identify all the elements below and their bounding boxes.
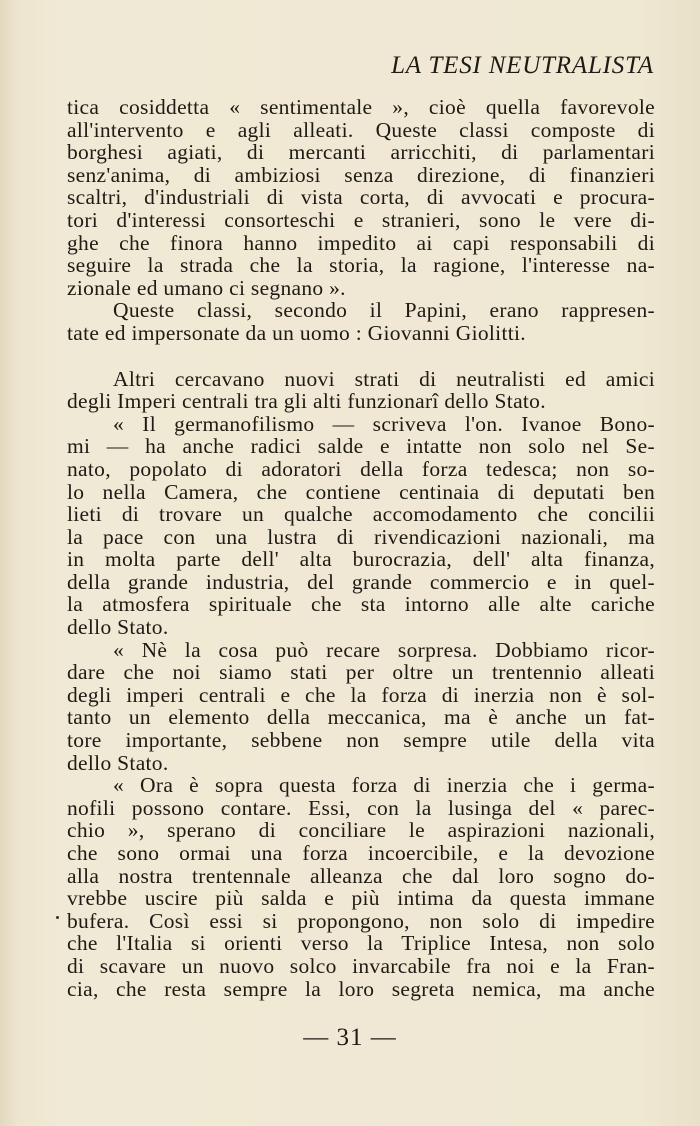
text-line: dare che noi siamo stati per oltre un trentennio alleati — [67, 660, 655, 685]
text-line: degli imperi centrali e che la forza di inerzia non è sol- — [67, 682, 655, 707]
text-line: dello Stato. — [67, 615, 169, 640]
paragraph — [67, 368, 655, 413]
text-line: « Nè la cosa può recare sorpresa. Dobbiamo ricor- — [113, 637, 655, 662]
paragraph — [67, 774, 655, 1000]
paragraph — [67, 639, 655, 775]
text-line: all'intervento e agli alleati. Queste classi composte di — [67, 117, 655, 142]
text-line: lo nella Camera, che contiene centinaia di deputati ben — [67, 479, 655, 504]
text-line: « Il germanofilismo — scriveva l'on. Ivanoe Bono- — [113, 411, 655, 436]
text-line: ghe che finora hanno impedito ai capi responsabili di — [67, 230, 655, 255]
text-line: nofili possono contare. Essi, con la lusinga del « parec- — [67, 795, 655, 820]
text-line: vrebbe uscire più salda e più intima da questa immane — [67, 886, 655, 911]
text-line: alla nostra trentennale alleanza che dal loro sogno do- — [67, 863, 655, 888]
text-line: tanto un elemento della meccanica, ma è anche un fat- — [67, 705, 655, 730]
paragraph-gap — [67, 345, 655, 368]
text-line: della grande industria, del grande commercio e in quel- — [67, 569, 655, 594]
text-line: Altri cercavano nuovi strati di neutralisti ed amici — [113, 366, 655, 391]
margin-mark — [56, 916, 59, 919]
body-text — [67, 96, 655, 1000]
text-line: zionale ed umano ci segnano ». — [67, 275, 346, 300]
text-line: di scavare un nuovo solco invarcabile fra noi e la Fran- — [67, 953, 655, 978]
text-line: seguire la strada che la storia, la ragione, l'interesse na- — [67, 253, 655, 278]
text-line: tica cosiddetta « sentimentale », cioè quella favorevole — [67, 95, 655, 119]
text-line: scaltri, d'industriali di vista corta, di avvocati e procura- — [67, 185, 655, 210]
text-line: borghesi agiati, di mercanti arricchiti, di parlamentari — [67, 140, 655, 165]
text-line: « Ora è sopra questa forza di inerzia che i germa- — [113, 773, 655, 798]
text-line: tate ed impersonate da un uomo : Giovanni Giolitti. — [67, 320, 526, 345]
text-line: senz'anima, di ambiziosi senza direzione, di finanzieri — [67, 162, 655, 187]
text-line: lieti di trovare un qualche accomodamento che concilii — [67, 502, 655, 527]
text-line: che l'Italia si orienti verso la Triplice Intesa, non solo — [67, 931, 655, 956]
text-line: la atmosfera spirituale che sta intorno alle alte cariche — [67, 592, 655, 617]
text-line: in molta parte dell' alta burocrazia, dell' alta finanza, — [67, 547, 655, 572]
text-line: chio », sperano di conciliare le aspirazioni nazionali, — [67, 818, 655, 843]
paragraph — [67, 96, 655, 299]
page-number: — 31 — — [303, 1024, 397, 1051]
text-line: dello Stato. — [67, 750, 169, 775]
text-line: cia, che resta sempre la loro segreta nemica, ma anche — [67, 976, 655, 1001]
text-line: la pace con una lustra di rivendicazioni nazionali, ma — [67, 524, 655, 549]
text-line: che sono ormai una forza incoercibile, e la devozione — [67, 841, 655, 865]
text-line: tore importante, sebbene non sempre utile della vita — [67, 728, 655, 753]
text-line: Queste classi, secondo il Papini, erano rappresen- — [113, 298, 655, 323]
text-line: nato, popolato di adoratori della forza tedesca; non so- — [67, 456, 655, 481]
paragraph — [67, 299, 655, 344]
text-line: bufera. Così essi si propongono, non solo di impedire — [67, 908, 655, 933]
text-line: tori d'interessi consorteschi e stranieri, sono le vere di- — [67, 207, 655, 232]
text-line: mi — ha anche radici salde e intatte non solo nel Se- — [67, 434, 655, 459]
paragraph — [67, 413, 655, 639]
running-head: LA TESI NEUTRALISTA — [391, 52, 654, 79]
text-line: degli Imperi centrali tra gli alti funzionarî dello Stato. — [67, 389, 546, 414]
